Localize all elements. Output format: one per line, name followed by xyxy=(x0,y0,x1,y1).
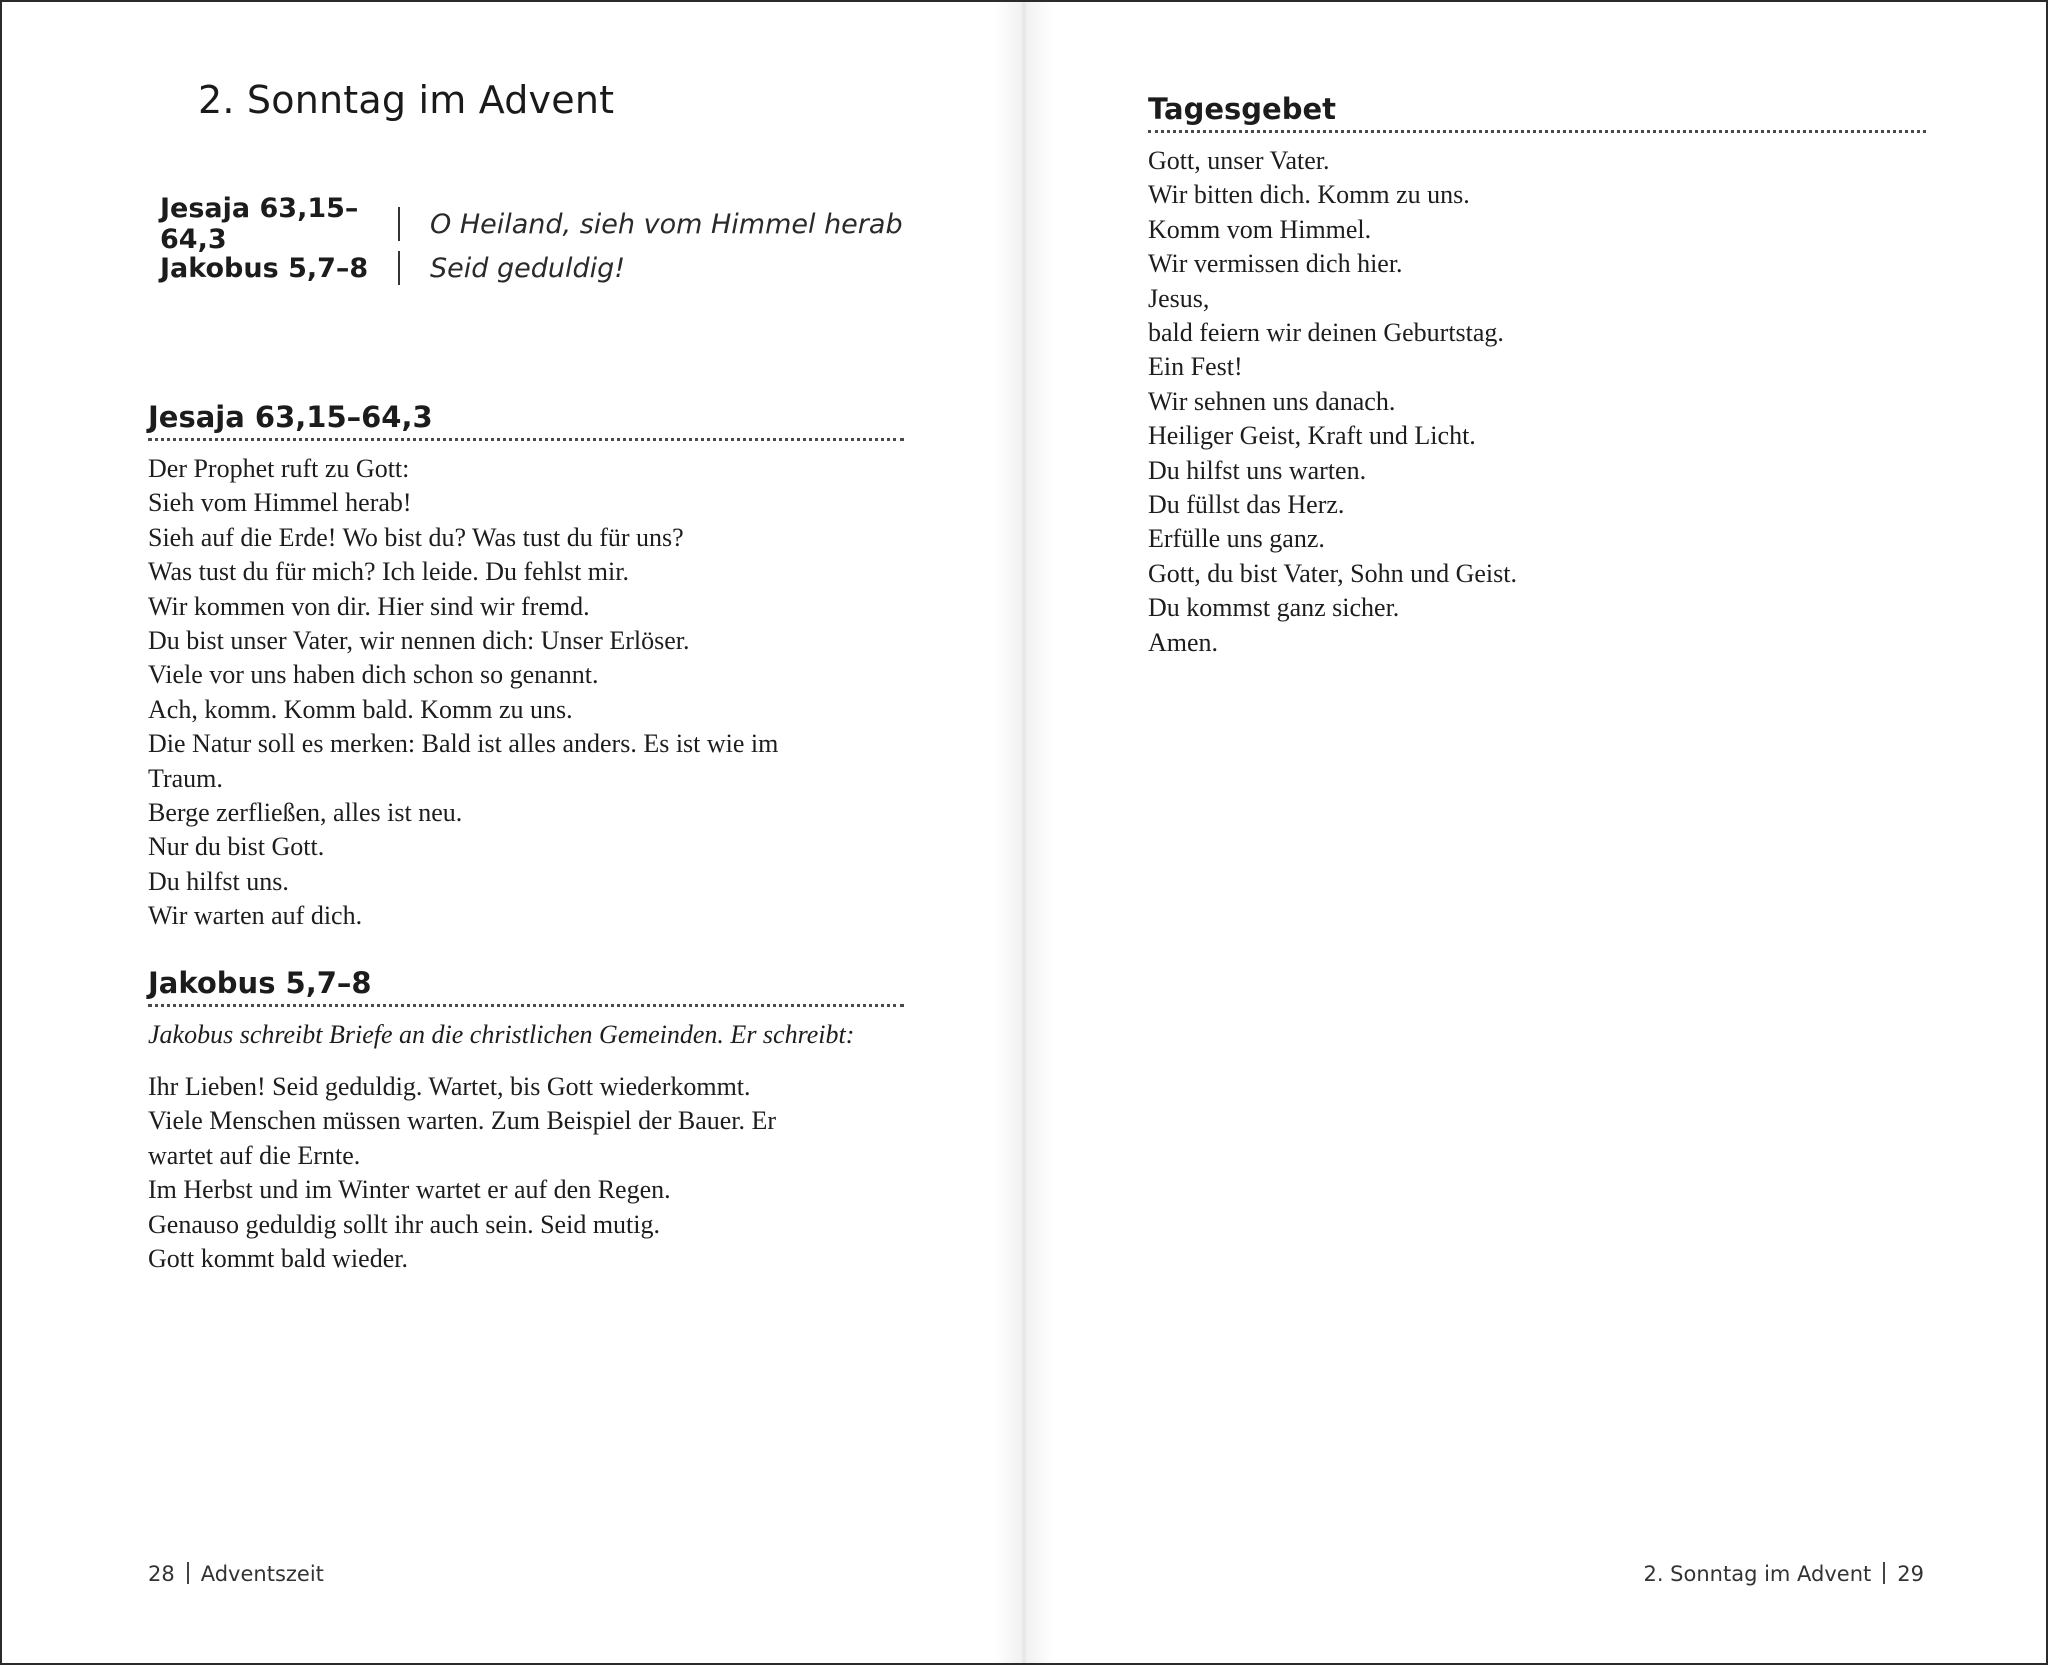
text-line: Wir warten auf dich. xyxy=(148,901,363,931)
text-line: Traum. xyxy=(148,763,223,793)
text-line: Amen. xyxy=(1148,627,1219,657)
text-line: Ihr Lieben! Seid geduldig. Wartet, bis Gott wiederkommt. xyxy=(148,1072,751,1101)
running-head: 2. Sonntag im Advent xyxy=(1643,1562,1872,1586)
footer-divider xyxy=(187,1562,189,1584)
section-heading-jesaja: Jesaja 63,15–64,3 xyxy=(148,400,433,434)
dotted-rule xyxy=(148,1004,904,1007)
text-line: Wir bitten dich. Komm zu uns. xyxy=(1148,180,1470,210)
reference-name: Jesaja 63,15–64,3 xyxy=(160,193,359,255)
reference-name: Jakobus 5,7–8 xyxy=(160,252,369,284)
text-line: Nur du bist Gott. xyxy=(148,832,325,862)
reference-theme: O Heiland, sieh vom Himmel herab xyxy=(430,208,903,240)
text-line: Wir kommen von dir. Hier sind wir fremd. xyxy=(148,591,590,621)
dotted-rule xyxy=(1148,130,1926,133)
text-line: Die Natur soll es merken: Bald ist alles anders. Es ist wie im xyxy=(148,729,779,759)
text-line: Gott, du bist Vater, Sohn und Geist. xyxy=(1148,558,1517,588)
text-line: Was tust du für mich? Ich leide. Du fehlst mir. xyxy=(148,557,629,587)
reference-row xyxy=(160,193,903,255)
text-line: Jesus, xyxy=(1148,283,1210,313)
tagesgebet-text xyxy=(1148,144,1517,660)
page-footer-left xyxy=(148,1562,324,1586)
text-line: Heiliger Geist, Kraft und Licht. xyxy=(1148,421,1476,451)
text-line: Du kommst ganz sicher. xyxy=(1148,593,1400,623)
text-line: bald feiern wir deinen Geburtstag. xyxy=(1148,318,1504,348)
text-line: Gott kommt bald wieder. xyxy=(148,1244,408,1274)
text-line: Wir vermissen dich hier. xyxy=(1148,249,1403,279)
section-heading-tagesgebet: Tagesgebet xyxy=(1148,92,1337,126)
text-line: Viele Menschen müssen warten. Zum Beispiel der Bauer. Er xyxy=(148,1106,777,1136)
running-head: Adventszeit xyxy=(200,1562,324,1586)
dotted-rule xyxy=(148,438,904,441)
right-page xyxy=(1024,2,2046,1663)
text-line: Viele vor uns haben dich schon so genannt. xyxy=(148,660,599,690)
text-line: Gott, unser Vater. xyxy=(1148,146,1330,175)
text-line: Du hilfst uns warten. xyxy=(1148,455,1367,485)
reference-divider xyxy=(398,251,400,285)
page-number: 28 xyxy=(148,1562,175,1586)
page-footer-right xyxy=(1643,1562,1924,1586)
text-line: Genauso geduldig sollt ihr auch sein. Seid mutig. xyxy=(148,1209,660,1239)
footer-divider xyxy=(1883,1562,1885,1584)
text-line: Du bist unser Vater, wir nennen dich: Unser Erlöser. xyxy=(148,626,690,656)
text-line: Ach, komm. Komm bald. Komm zu uns. xyxy=(148,694,573,724)
text-line: Erfülle uns ganz. xyxy=(1148,524,1325,554)
text-line: Berge zerfließen, alles ist neu. xyxy=(148,798,463,828)
text-line: Du füllst das Herz. xyxy=(1148,490,1345,520)
reference-row xyxy=(160,246,903,290)
text-line: wartet auf die Ernte. xyxy=(148,1140,361,1170)
page-number: 29 xyxy=(1897,1562,1924,1586)
jesaja-text xyxy=(148,452,778,934)
text-line: Du hilfst uns. xyxy=(148,866,289,896)
reading-references xyxy=(160,193,903,290)
text-line: Ein Fest! xyxy=(1148,352,1243,382)
text-line: Komm vom Himmel. xyxy=(1148,214,1372,244)
reference-theme: Seid geduldig! xyxy=(430,252,626,284)
text-line: Sieh auf die Erde! Wo bist du? Was tust du für uns? xyxy=(148,522,684,552)
text-line: Im Herbst und im Winter wartet er auf den Regen. xyxy=(148,1175,671,1205)
chapter-title: 2. Sonntag im Advent xyxy=(198,78,615,122)
text-line: Der Prophet ruft zu Gott: xyxy=(148,454,410,483)
text-line: Wir sehnen uns danach. xyxy=(1148,386,1396,416)
jakobus-intro: Jakobus schreibt Briefe an die christlichen Gemeinden. Er schreibt: xyxy=(148,1020,855,1049)
left-page xyxy=(2,2,1024,1663)
jakobus-text xyxy=(148,1070,776,1276)
text-line: Sieh vom Himmel herab! xyxy=(148,488,412,518)
section-heading-jakobus: Jakobus 5,7–8 xyxy=(148,966,372,1000)
reference-divider xyxy=(398,207,400,241)
